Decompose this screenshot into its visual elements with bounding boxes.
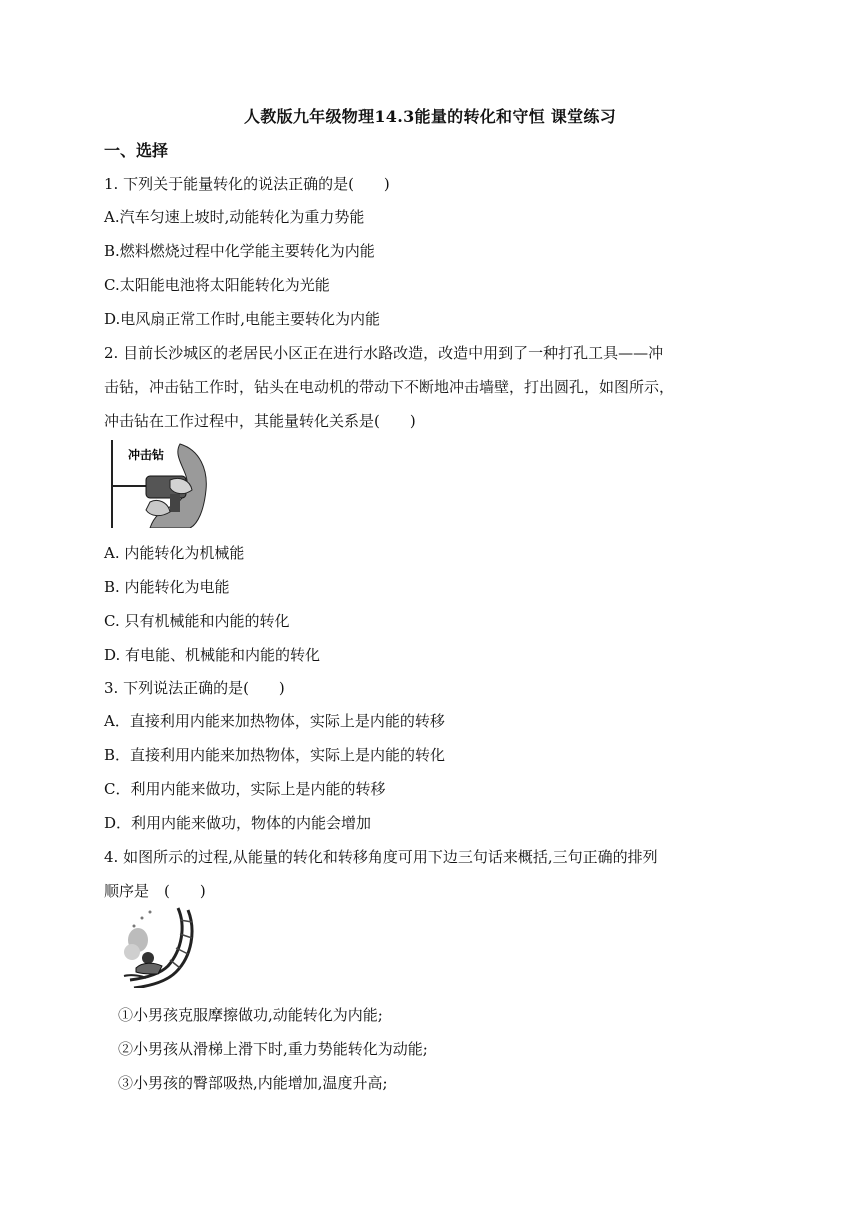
q3-option-b: B．直接利用内能来加热物体，实际上是内能的转化 xyxy=(104,746,446,764)
q3-option-c: C．利用内能来做功，实际上是内能的转移 xyxy=(104,780,386,798)
q1-option-d: D.电风扇正常工作时,电能主要转化为内能 xyxy=(104,310,381,328)
q2-stem-line-3: 冲击钻在工作过程中，其能量转化关系是( ) xyxy=(104,412,416,430)
impact-drill-label: 冲击钻 xyxy=(128,448,165,462)
q2-option-b: B. 内能转化为电能 xyxy=(104,578,230,596)
page-title: 人教版九年级物理14.3能量的转化和守恒 课堂练习 xyxy=(243,107,617,126)
q3-option-d: D．利用内能来做功，物体的内能会增加 xyxy=(104,814,372,832)
q2-option-d: D. 有电能、机械能和内能的转化 xyxy=(104,646,321,664)
q2-option-c: C. 只有机械能和内能的转化 xyxy=(104,612,290,630)
slide-figure xyxy=(116,906,198,988)
q4-stem-line-2: 顺序是 ( ) xyxy=(104,882,206,900)
q4-statement-1: ①小男孩克服摩擦做功,动能转化为内能; xyxy=(118,1006,383,1024)
section-heading: 一、选择 xyxy=(104,141,169,160)
q3-option-a: A．直接利用内能来加热物体，实际上是内能的转移 xyxy=(104,712,445,730)
q4-stem-line-1: 4. 如图所示的过程,从能量的转化和转移角度可用下边三句话来概括,三句正确的排列 xyxy=(104,848,658,866)
q2-stem-line-1: 2. 目前长沙城区的老居民小区正在进行水路改造，改造中用到了一种打孔工具——冲 xyxy=(104,344,664,362)
q4-statement-2: ②小男孩从滑梯上滑下时,重力势能转化为动能; xyxy=(118,1040,428,1058)
boy-on-slide-illustration xyxy=(116,906,198,988)
q3-stem: 3. 下列说法正确的是( ) xyxy=(104,679,285,697)
q1-option-c: C.太阳能电池将太阳能转化为光能 xyxy=(104,276,330,294)
q2-option-a: A. 内能转化为机械能 xyxy=(104,544,245,562)
q2-stem-line-2: 击钻，冲击钻工作时，钻头在电动机的带动下不断地冲击墙壁，打出圆孔，如图所示， xyxy=(104,378,675,396)
q1-option-b: B.燃料燃烧过程中化学能主要转化为内能 xyxy=(104,242,375,260)
impact-drill-figure xyxy=(110,440,210,528)
q1-stem: 1. 下列关于能量转化的说法正确的是( ) xyxy=(104,175,390,193)
q4-statement-3: ③小男孩的臀部吸热,内能增加,温度升高; xyxy=(118,1074,388,1092)
q1-option-a: A.汽车匀速上坡时,动能转化为重力势能 xyxy=(104,208,365,226)
